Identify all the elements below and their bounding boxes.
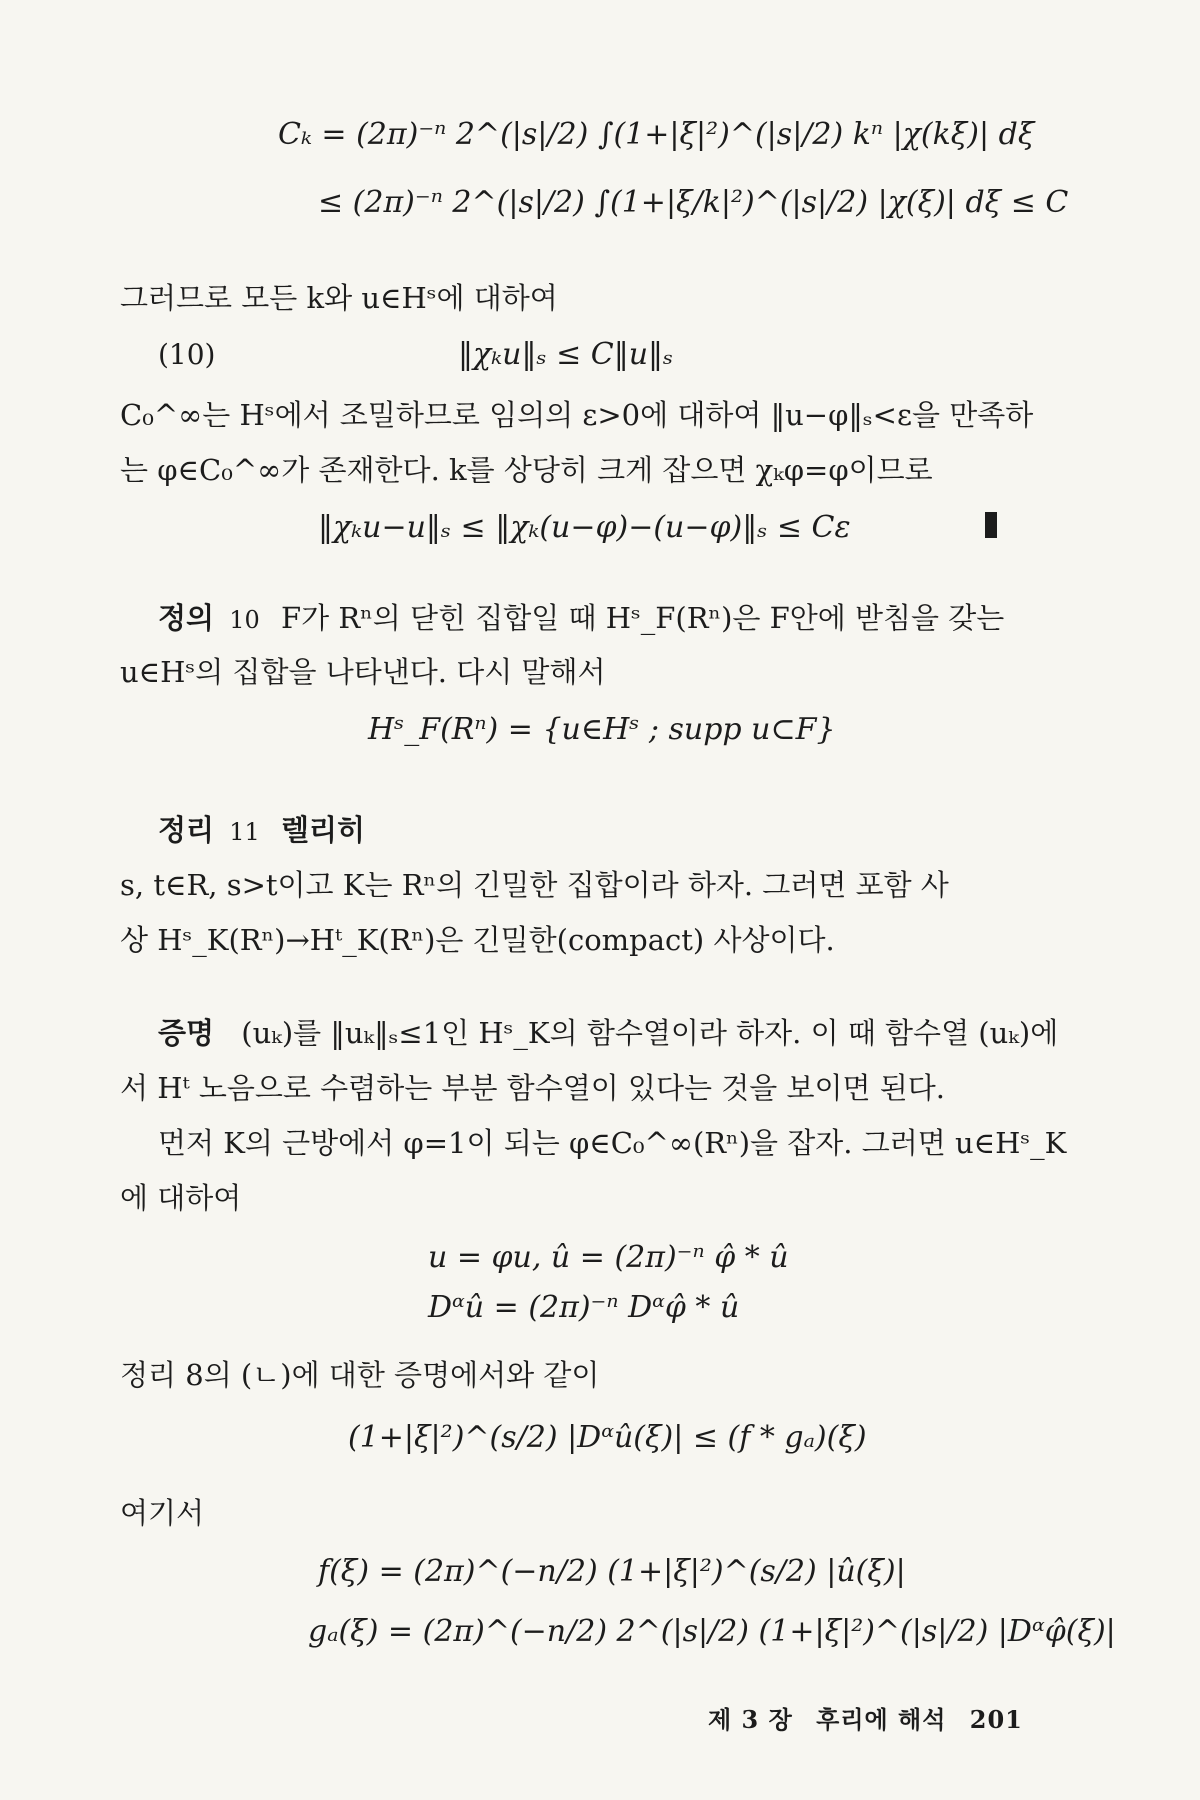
definition-text: F가 Rⁿ의 닫힌 집합일 때 Hˢ_F(Rⁿ)은 F안에 받침을 갖는 <box>281 601 1005 635</box>
paragraph-line: s, t∈R, s>t이고 K는 Rⁿ의 긴밀한 집합이라 하자. 그러면 포함 사 <box>120 868 949 902</box>
paragraph-line: u∈Hˢ의 집합을 나타낸다. 다시 말해서 <box>120 655 606 689</box>
definition-number: 10 <box>229 606 260 634</box>
equation-ck: Cₖ = (2π)⁻ⁿ 2^(|s|/2) ∫(1+|ξ|²)^(|s|/2) kⁿ |χ(kξ)| dξ <box>278 117 1035 152</box>
paragraph-line: C₀^∞는 Hˢ에서 조밀하므로 임의의 ε>0에 대하여 ‖u−φ‖ₛ<ε을 만족하 <box>120 398 1034 432</box>
paragraph-line: 그러므로 모든 k와 u∈Hˢ에 대하여 <box>120 281 558 315</box>
paragraph-line: 에 대하여 <box>120 1181 242 1215</box>
footer-title: 후리에 해석 <box>816 1705 947 1734</box>
definition-line <box>158 598 1004 640</box>
equation-u-phi: u = φu, û = (2π)⁻ⁿ φ̂ * û <box>428 1240 789 1275</box>
proof-label: 증명 <box>158 1016 215 1050</box>
theorem-label: 정리 <box>158 813 215 847</box>
page-footer <box>708 1700 1037 1735</box>
equation-derivative: Dᵅû = (2π)⁻ⁿ Dᵅφ̂ * û <box>428 1290 740 1325</box>
proof-line <box>158 1013 1058 1053</box>
definition-label: 정의 <box>158 601 215 635</box>
theorem-heading <box>158 810 365 852</box>
equation-estimate: ‖χₖu−u‖ₛ ≤ ‖χₖ(u−φ)−(u−φ)‖ₛ ≤ Cε <box>318 510 851 545</box>
equation-number: (10) <box>158 338 216 371</box>
theorem-number: 11 <box>229 818 260 846</box>
footer-chapter: 제 3 장 <box>708 1705 793 1734</box>
paragraph-line: 서 Hᵗ 노음으로 수렴하는 부분 함수열이 있다는 것을 보이면 된다. <box>120 1071 945 1105</box>
paragraph-line: 상 Hˢ_K(Rⁿ)→Hᵗ_K(Rⁿ)은 긴밀한(compact) 사상이다. <box>120 923 835 957</box>
proof-text: (uₖ)를 ‖uₖ‖ₛ≤1인 Hˢ_K의 함수열이라 하자. 이 때 함수열 (uₖ)에 <box>241 1016 1059 1050</box>
equation-10: ‖χₖu‖ₛ ≤ C‖u‖ₛ <box>458 337 674 372</box>
paragraph-line: 정리 8의 (ㄴ)에 대한 증명에서와 같이 <box>120 1358 600 1392</box>
paragraph-line: 는 φ∈C₀^∞가 존재한다. k를 상당히 크게 잡으면 χₖφ=φ이므로 <box>120 453 933 487</box>
equation-f: f(ξ) = (2π)^(−n/2) (1+|ξ|²)^(s/2) |û(ξ)| <box>318 1554 906 1589</box>
equation-g: gₐ(ξ) = (2π)^(−n/2) 2^(|s|/2) (1+|ξ|²)^(|s|/2) |Dᵅφ̂(ξ)| <box>308 1614 1116 1649</box>
theorem-name: 렐리히 <box>281 813 366 847</box>
equation-inequality: (1+|ξ|²)^(s/2) |Dᵅû(ξ)| ≤ (f * gₐ)(ξ) <box>348 1420 867 1455</box>
qed-mark <box>985 512 997 538</box>
equation-ck-bound: ≤ (2π)⁻ⁿ 2^(|s|/2) ∫(1+|ξ/k|²)^(|s|/2) |χ(ξ)| dξ ≤ C <box>318 185 1069 220</box>
equation-hfs: Hˢ_F(Rⁿ) = {u∈Hˢ ; supp u⊂F} <box>368 712 836 747</box>
page-number: 201 <box>969 1705 1023 1734</box>
paragraph-line: 여기서 <box>120 1496 205 1530</box>
paragraph-line: 먼저 K의 근방에서 φ=1이 되는 φ∈C₀^∞(Rⁿ)을 잡자. 그러면 u∈Hˢ_K <box>158 1126 1067 1160</box>
